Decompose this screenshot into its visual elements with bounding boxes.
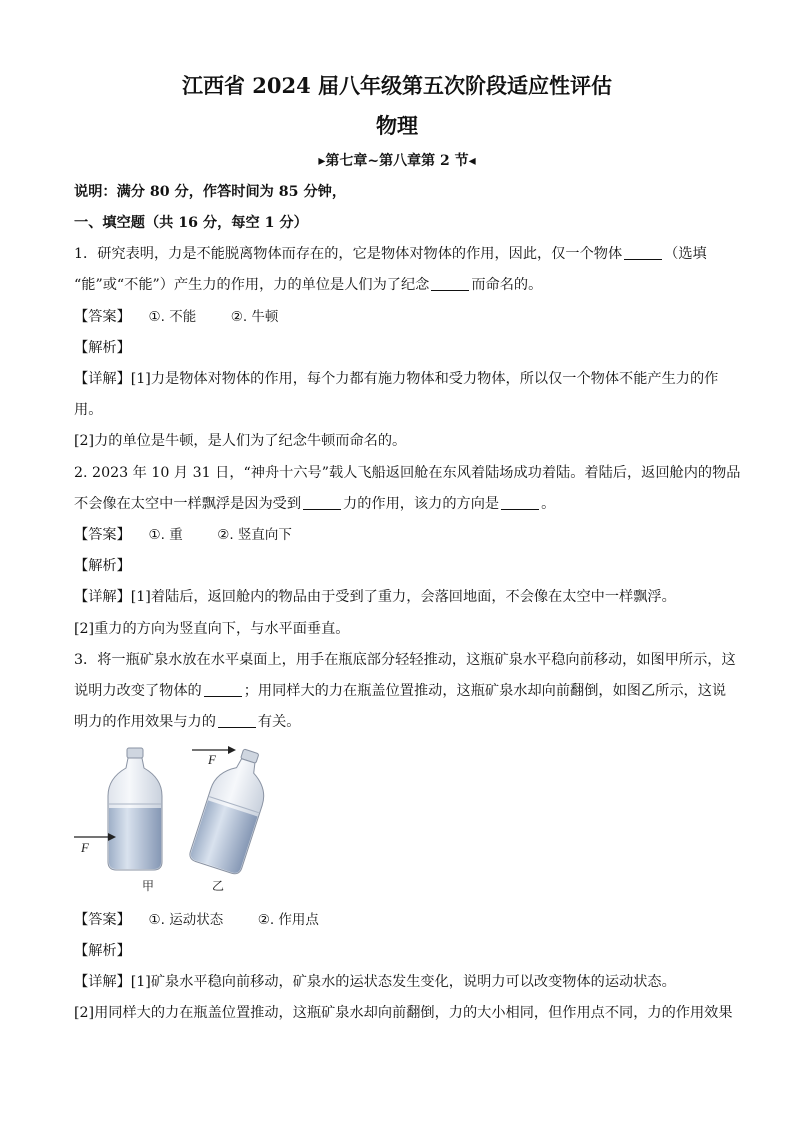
q3-text: 明力的作用效果与力的: [74, 714, 216, 730]
q2-line-1: 2. 2023 年 10 月 31 日，“神舟十六号”载人飞船返回舱在东风着陆场成功着陆。着陆后，返回舱内的物品: [74, 465, 741, 481]
q2-text: 。: [541, 496, 556, 512]
answer-blank: [501, 495, 539, 510]
q3-text: ；用同样大的力在瓶盖位置推动，这瓶矿泉水却向前翻倒，如图乙所示，这说: [243, 683, 727, 699]
exam-note: 说明：满分 80 分，作答时间为 85 分钟，: [74, 184, 347, 200]
q3-line-1: 3．将一瓶矿泉水放在水平桌面上，用手在瓶底部分轻轻推动，这瓶矿泉水平稳向前移动，如图甲所示，这: [74, 652, 736, 668]
q1-detail-2: 用。: [74, 402, 103, 418]
answer-item: ②. 作用点: [257, 912, 319, 928]
q2-text: 力的作用，该力的方向是: [343, 496, 500, 512]
q2-detail-1: 【详解】[1]着陆后，返回舱内的物品由于受到了重力，会落回地面，不会像在太空中一样飘浮。: [74, 589, 676, 605]
q3-answer: [74, 910, 724, 930]
q1-detail-3: [2]力的单位是牛顿，是人们为了纪念牛顿而命名的。: [74, 433, 407, 449]
force-arrow-b: [192, 746, 236, 767]
answer-blank: [303, 495, 341, 510]
answer-item: ①. 运动状态: [148, 912, 224, 928]
q1-line-2: [74, 275, 724, 295]
q3-analysis-tag: 【解析】: [74, 943, 131, 959]
figure-label-a: 甲: [142, 879, 155, 893]
bottle-b: [188, 743, 277, 876]
q1-analysis-tag: 【解析】: [74, 340, 131, 356]
answer-blank: [204, 682, 242, 697]
answer-tag: 【答案】: [74, 912, 131, 928]
answer-blank: [431, 276, 469, 291]
bottle-illustration: [70, 742, 290, 894]
q1-text: （选填: [664, 246, 707, 262]
figure-label-b: 乙: [212, 879, 225, 893]
subject-title: 物理: [376, 113, 418, 138]
answer-tag: 【答案】: [74, 309, 131, 325]
answer-item: ②. 牛顿: [230, 309, 279, 325]
bottle-figure: [70, 742, 290, 894]
answer-blank: [218, 713, 256, 728]
q2-text: 不会像在太空中一样飘浮是因为受到: [74, 496, 302, 512]
bottle-a: [108, 748, 162, 870]
scope-subtitle: ▸第七章~第八章第 2 节◂: [318, 153, 476, 169]
q1-detail-1: 【详解】[1]力是物体对物体的作用，每个力都有施力物体和受力物体，所以仅一个物体不能产生力的作: [74, 371, 719, 387]
q3-detail-2: [2]用同样大的力在瓶盖位置推动，这瓶矿泉水却向前翻倒，力的大小相同，但作用点不同，力的作用效果: [74, 1005, 733, 1021]
q1-answer: [74, 307, 724, 327]
q1-text: 而命名的。: [471, 277, 543, 293]
q1-line-1: [74, 244, 724, 264]
force-label-a: F: [81, 840, 89, 855]
q1-text: “能”或“不能”）产生力的作用，力的单位是人们为了纪念: [74, 277, 430, 293]
answer-tag: 【答案】: [74, 527, 131, 543]
q3-text: 有关。: [257, 714, 301, 730]
q2-analysis-tag: 【解析】: [74, 558, 131, 574]
answer-item: ②. 竖直向下: [217, 527, 292, 543]
q2-detail-2: [2]重力的方向为竖直向下，与水平面垂直。: [74, 621, 350, 637]
exam-title: 江西省 2024 届八年级第五次阶段适应性评估: [181, 73, 613, 98]
q3-line-3: [74, 712, 724, 732]
q2-answer: [74, 525, 724, 545]
answer-item: ①. 不能: [148, 309, 197, 325]
answer-blank: [624, 245, 662, 260]
answer-item: ①. 重: [148, 527, 183, 543]
q2-line-2: [74, 494, 724, 514]
q3-line-2: [74, 681, 727, 701]
section-heading: 一、填空题（共 16 分，每空 1 分）: [74, 215, 308, 231]
force-label-b: F: [208, 752, 216, 767]
q3-text: 说明力改变了物体的: [74, 683, 202, 699]
q3-detail-1: 【详解】[1]矿泉水平稳向前移动，矿泉水的运状态发生变化，说明力可以改变物体的运动状态。: [74, 974, 676, 990]
q1-text: 1．研究表明，力是不能脱离物体而存在的，它是物体对物体的作用，因此，仅一个物体: [74, 246, 623, 262]
